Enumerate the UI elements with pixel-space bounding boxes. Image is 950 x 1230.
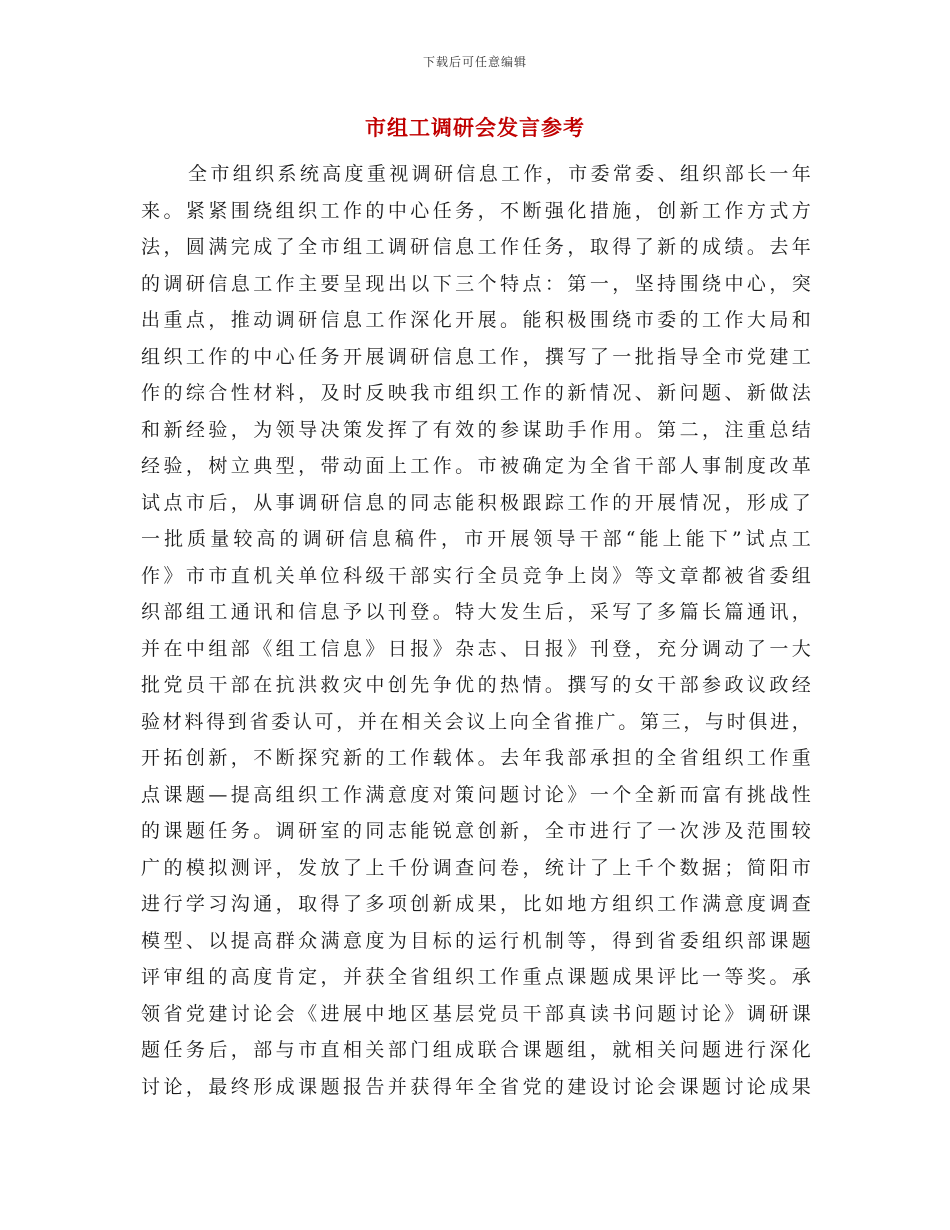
body-line: 并在中组部《组工信息》日报》杂志、日报》刊登，充分调动了一大 [141,637,811,660]
document-body [141,156,811,1105]
body-line: 的课题任务。调研室的同志能锐意创新，全市进行了一次涉及范围较 [141,820,811,842]
body-line: 领省党建讨论会《进展中地区基层党员干部真读书问题讨论》调研课 [141,1002,811,1025]
body-line: 出重点，推动调研信息工作深化开展。能积极围绕市委的工作大局和 [141,309,811,331]
body-line: 验材料得到省委认可，并在相关会议上向全省推广。第三，与时俱进， [141,710,811,733]
body-line: 作的综合性材料，及时反映我市组织工作的新情况、新问题、新做法 [141,382,811,404]
body-line: 评审组的高度肯定，并获全省组织工作重点课题成果评比一等奖。承 [141,966,811,988]
body-line: 织部组工通讯和信息予以刊登。特大发生后，采写了多篇长篇通讯， [141,601,811,623]
body-line: 全市组织系统高度重视调研信息工作，市委常委、组织部长一年 [188,163,811,185]
body-line: 组织工作的中心任务开展调研信息工作，撰写了一批指导全市党建工 [141,345,811,368]
header-note: 下载后可任意编辑 [422,55,527,69]
body-line: 作》市市直机关单位科级干部实行全员竞争上岗》等文章都被省委组 [141,564,811,587]
body-line: 法，圆满完成了全市组工调研信息工作任务，取得了新的成绩。去年 [141,236,811,258]
body-line: 的调研信息工作主要呈现出以下三个特点：第一，坚持围绕中心，突 [141,272,811,295]
document-title: 市组工调研会发言参考 [365,115,585,140]
body-line: 题任务后，部与市直相关部门组成联合课题组，就相关问题进行深化 [141,1039,811,1061]
body-line: 试点市后，从事调研信息的同志能积极跟踪工作的开展情况，形成了 [141,491,811,514]
body-line: 开拓创新，不断探究新的工作载体。去年我部承担的全省组织工作重 [141,747,811,769]
body-line: 模型、以提高群众满意度为目标的运行机制等，得到省委组织部课题 [141,929,811,952]
body-line: 一批质量较高的调研信息稿件，市开展领导干部“能上能下”试点工 [141,528,811,550]
body-line: 进行学习沟通，取得了多项创新成果，比如地方组织工作满意度调查 [141,893,811,915]
body-line: 和新经验，为领导决策发挥了有效的参谋助手作用。第二，注重总结 [141,418,811,441]
body-line: 广的模拟测评，发放了上千份调查问卷，统计了上千个数据；简阳市 [141,856,811,879]
body-line: 批党员干部在抗洪救灾中创先争优的热情。撰写的女干部参政议政经 [141,674,811,696]
body-line: 来。紧紧围绕组织工作的中心任务，不断强化措施，创新工作方式方 [141,199,811,222]
body-line: 点课题—提高组织工作满意度对策问题讨论》一个全新而富有挑战性 [141,783,811,806]
body-line: 经验，树立典型，带动面上工作。市被确定为全省干部人事制度改革 [141,455,811,477]
body-line: 讨论，最终形成课题报告并获得年全省党的建设讨论会课题讨论成果 [141,1075,811,1098]
